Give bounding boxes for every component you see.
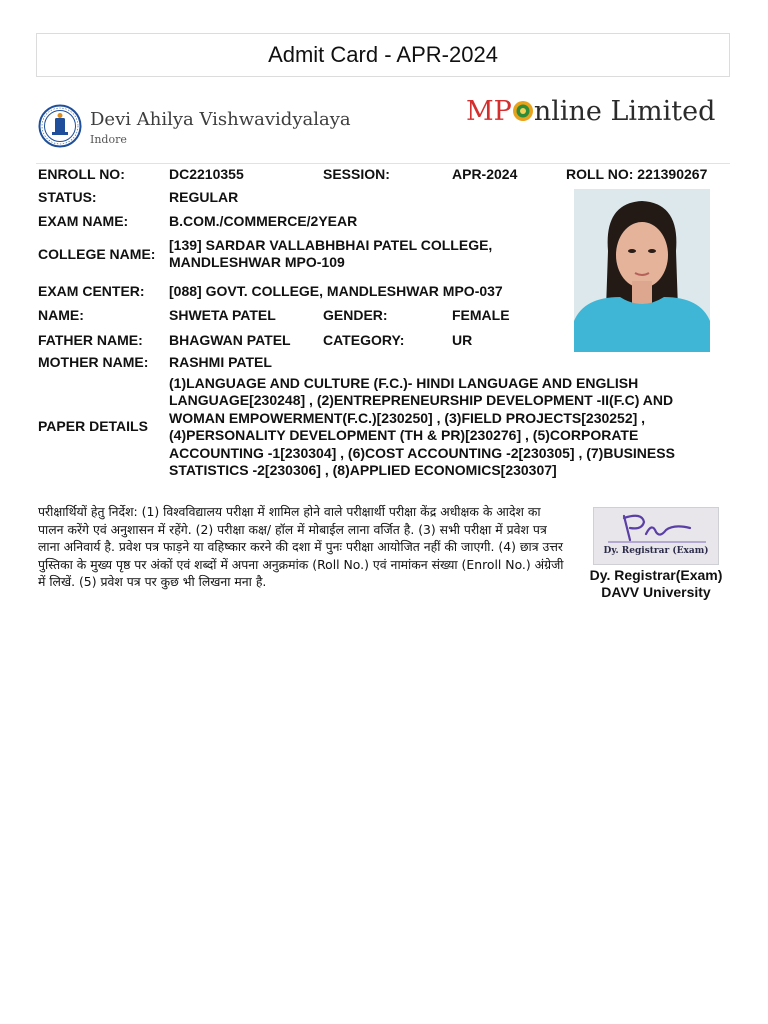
registrar-line1: Dy. Registrar(Exam) xyxy=(589,567,723,583)
name-label: NAME: xyxy=(38,307,84,323)
exam-center-label: EXAM CENTER: xyxy=(38,283,145,299)
enroll-value: DC2210355 xyxy=(169,166,244,182)
header xyxy=(36,96,730,160)
father-name-label: FATHER NAME: xyxy=(38,332,143,348)
enroll-label: ENROLL NO: xyxy=(38,166,125,182)
mother-name-value: RASHMI PATEL xyxy=(169,354,272,370)
registrar-signature-stamp xyxy=(593,507,719,565)
college-label: COLLEGE NAME: xyxy=(38,246,156,262)
university-city: Indore xyxy=(90,133,127,146)
row-enroll xyxy=(38,166,730,188)
gender-label: GENDER: xyxy=(323,307,388,323)
status-label: STATUS: xyxy=(38,189,97,205)
mponline-logo-prefix: MP xyxy=(466,96,512,127)
mponline-sun-icon xyxy=(512,100,534,122)
status-value: REGULAR xyxy=(169,189,239,205)
session-value: APR-2024 xyxy=(452,166,518,182)
mponline-logo xyxy=(466,96,715,127)
exam-name-value: B.COM./COMMERCE/2YEAR xyxy=(169,213,358,229)
university-name: Devi Ahilya Vishwavidyalaya xyxy=(90,109,351,130)
name-value: SHWETA PATEL xyxy=(169,307,276,323)
roll-number: ROLL NO: 221390267 xyxy=(566,166,708,182)
candidate-photo xyxy=(574,189,710,352)
page-title: Admit Card - APR-2024 xyxy=(36,33,730,77)
candidate-instructions: परीक्षार्थियों हेतु निर्देश: (1) विश्वविद्यालय परीक्षा में शामिल होने वाले परीक्षार्थी परीक्षा केंद्र अधीक्षक के आदेश का पालन करेंगे एवं अनुशासन में रहेंगे. (2) परीक्षा कक्ष/ हॉल में मोबाईल लाना वर्जित है. (3) सभी परीक्षा में प्रवेश पत्र लाना अनिवार्य है. प्रवेश पत्र फाड़ने या वहिष्कार करने की दशा में पुनः परीक्षा आयोजित नहीं की जाएगी. (4) छात्र उत्तर पुस्तिका के मुख्य पृष्ठ पर अंकों एवं शब्दों में अपना अनुक्रमांक (Roll No.) एवं नामांकन संख्या (Enroll No.) अंग्रेजी में लिखें. (5) प्रवेश पत्र पर कुछ भी लिखना मना है. xyxy=(38,504,564,589)
mponline-logo-suffix: nline Limited xyxy=(533,96,716,127)
registrar-title xyxy=(570,567,742,601)
university-emblem-icon xyxy=(38,104,82,148)
registrar-line2: DAVV University xyxy=(601,584,711,600)
row-mother xyxy=(38,354,730,375)
father-name-value: BHAGWAN PATEL xyxy=(169,332,291,348)
row-paper-details xyxy=(38,375,730,481)
exam-name-label: EXAM NAME: xyxy=(38,213,129,229)
exam-center-value: [088] GOVT. COLLEGE, MANDLESHWAR MPO-037 xyxy=(169,283,503,299)
category-value: UR xyxy=(452,332,473,348)
session-label: SESSION: xyxy=(323,166,390,182)
paper-details-label: PAPER DETAILS xyxy=(38,418,148,434)
category-label: CATEGORY: xyxy=(323,332,405,348)
paper-details-value: (1)LANGUAGE AND CULTURE (F.C.)- HINDI LANGUAGE AND ENGLISH LANGUAGE[230248] , (2)ENTREPRENEURSHIP DEVELOPMENT -II(F.C) AND WOMAN EMPOWERMENT(F.C.)[230250] , (3)FIELD PROJECTS[230252] , (4)PERSONALITY DEVELOPMENT (TH & PR)[230276] , (5)CORPORATE ACCOUNTING -1[230304] , (6)COST ACCOUNTING -2[230305] , (7)BUSINESS STATISTICS -2[230306] , (8)APPLIED ECONOMICS[230307] xyxy=(169,375,675,479)
signature-stamp-text: Dy. Registrar (Exam) xyxy=(603,546,709,556)
candidate-photo-image xyxy=(574,189,710,352)
college-value: [139] SARDAR VALLABHBHAI PATEL COLLEGE, MANDLESHWAR MPO-109 xyxy=(169,237,493,270)
header-divider xyxy=(36,163,730,164)
gender-value: FEMALE xyxy=(452,307,510,323)
mother-name-label: MOTHER NAME: xyxy=(38,354,149,370)
